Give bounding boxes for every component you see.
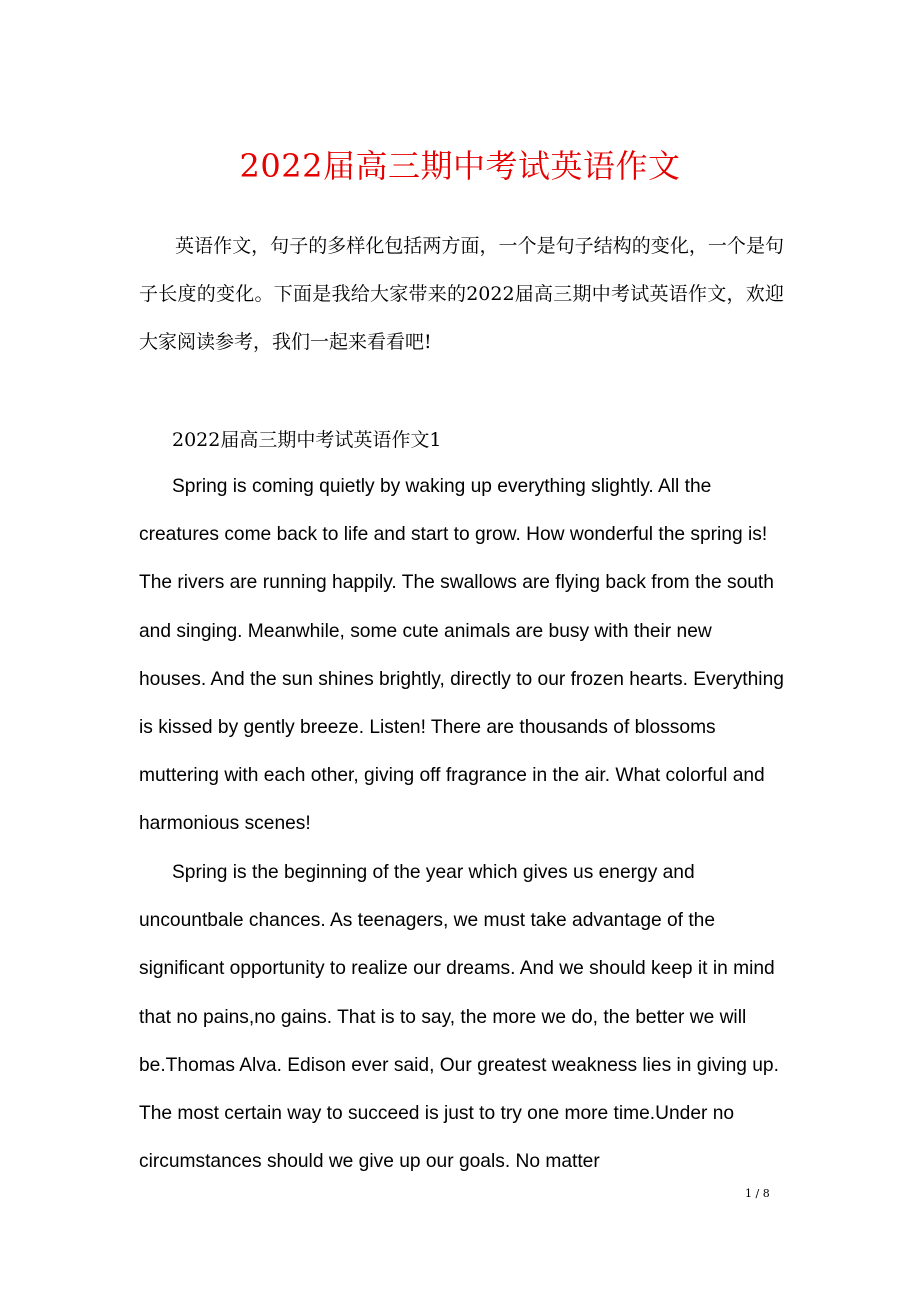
section-heading: 2022届高三期中考试英语作文1: [172, 429, 442, 451]
page-title: 2022届高三期中考试英语作文: [239, 147, 681, 185]
body-paragraph-1: Spring is coming quietly by waking up everything slightly. All the creatures come back to life and start to grow. How wonderful the spring is! The rivers are running happily. The swallows are flying back from the south and singing. Meanwhile, some cute animals are busy with their new houses. And the sun shines brightly, directly to our frozen hearts. Everything is kissed by gently breeze. Listen! There are thousands of blossoms muttering with each other, giving off fragrance in the air. What colorful and harmonious scenes!: [139, 476, 784, 835]
intro-paragraph: 英语作文，句子的多样化包括两方面，一个是句子结构的变化，一个是句子长度的变化。下面是我给大家带来的2022届高三期中考试英语作文，欢迎大家阅读参考，我们一起来看看吧!: [139, 235, 784, 353]
page-number: 1 / 8: [745, 1187, 770, 1200]
body-paragraph-2: Spring is the beginning of the year which gives us energy and uncountbale chances. As teenagers, we must take advantage of the significant opportunity to realize our dreams. And we should keep it in mind that no pains,no gains. That is to say, the more we do, the better we will be.Thomas Alva. Edison ever said, Our greatest weakness lies in giving up. The most certain way to succeed is just to try one more time.Under no circumstances should we give up our goals. No matter: [139, 862, 779, 1173]
